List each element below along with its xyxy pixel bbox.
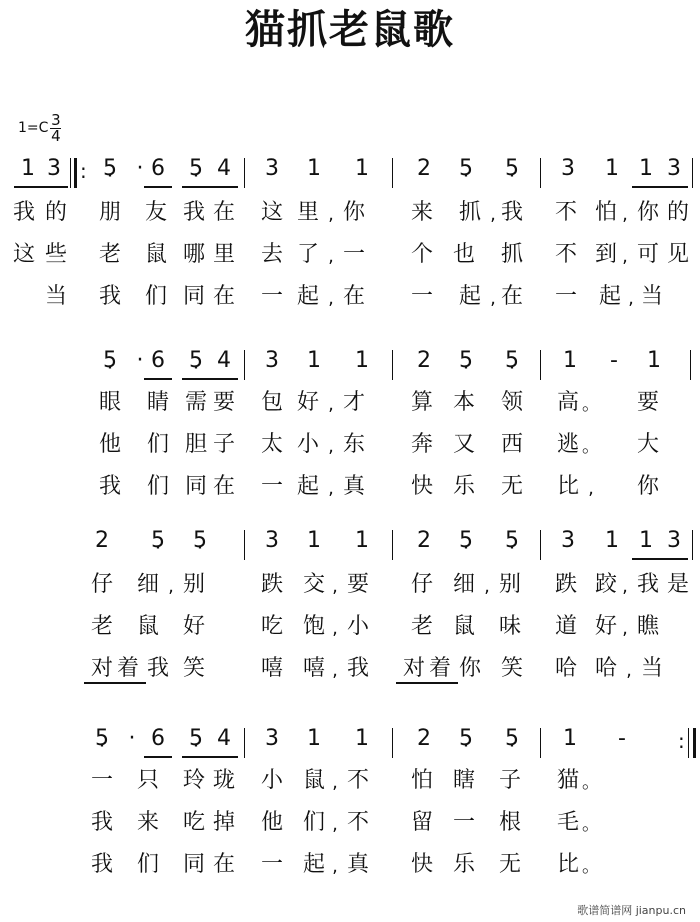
note: 4	[206, 724, 242, 760]
lyric: 不	[554, 242, 577, 267]
time-signature	[50, 110, 61, 145]
lyric: 仔	[410, 572, 433, 597]
lyric-punct: ,	[328, 288, 334, 309]
lyric: 抓	[458, 200, 481, 225]
lyric: 在	[212, 200, 235, 225]
lyric: 着	[422, 650, 458, 688]
note: 3	[36, 154, 72, 190]
lyric: 饱	[302, 614, 325, 639]
lyric: 我	[346, 656, 369, 681]
lyric: 奔	[410, 432, 433, 457]
notes-4	[0, 724, 700, 760]
lyric: 我	[90, 810, 113, 835]
lyric: 大	[636, 432, 659, 457]
note: 3	[265, 348, 279, 373]
lyric: 真	[342, 474, 365, 499]
note: · 5	[178, 724, 214, 760]
lyric: 吃	[182, 810, 205, 835]
lyric: 怕	[594, 200, 617, 225]
lyric: 乐	[452, 852, 475, 877]
note: · 5	[178, 154, 214, 190]
lyric: 你	[636, 474, 659, 499]
lyric-line-4-3	[0, 846, 700, 884]
lyric: 当	[640, 656, 663, 681]
note: 1	[307, 156, 321, 181]
lyric: 起	[296, 284, 319, 309]
note: · 5	[140, 526, 176, 562]
lyric: 我	[90, 852, 113, 877]
lyric: 你	[636, 200, 659, 225]
lyric: 在	[212, 284, 235, 309]
lyric: 眼	[98, 390, 121, 415]
lyric: 跌	[260, 572, 283, 597]
lyric: 要	[212, 390, 235, 415]
note: 3	[561, 528, 575, 553]
lyric: 西	[500, 432, 523, 457]
lyric: 个	[410, 242, 433, 267]
lyric-line-1-1	[0, 194, 700, 232]
lyric: 乐	[452, 474, 475, 499]
lyric-punct: ,	[332, 660, 338, 681]
lyric: 鼠	[452, 614, 475, 639]
lyric-punct: ,	[328, 394, 334, 415]
lyric: 掉	[212, 810, 235, 835]
lyric: 比	[556, 474, 579, 499]
lyric: 可	[636, 242, 659, 267]
note: · 5	[84, 724, 120, 760]
note: · 5	[494, 526, 530, 562]
lyric: 瞎	[452, 768, 475, 793]
note: 1	[307, 726, 321, 751]
note: 1	[605, 528, 619, 553]
lyric: 一	[554, 284, 577, 309]
lyric: 跤	[594, 572, 617, 597]
note: 2	[417, 348, 431, 373]
lyric: 也	[452, 242, 475, 267]
lyric-punct: ,	[622, 204, 628, 225]
lyric-punct: ,	[622, 618, 628, 639]
notes-2	[0, 346, 700, 382]
lyric: 是	[666, 572, 689, 597]
lyric-punct: ,	[626, 660, 632, 681]
lyric: 我	[146, 656, 169, 681]
lyric: 不	[346, 810, 369, 835]
lyric: 东	[342, 432, 365, 457]
lyric: 本	[452, 390, 475, 415]
dot: ·	[136, 156, 144, 181]
lyric-line-2-1	[0, 384, 700, 422]
lyric-punct: 。	[582, 814, 600, 835]
lyric: 在	[212, 474, 235, 499]
lyric: 一	[260, 474, 283, 499]
lyric: 一	[452, 810, 475, 835]
lyric: 里	[212, 242, 235, 267]
lyric: 在	[500, 284, 523, 309]
lyric: 朋	[98, 200, 121, 225]
lyric: 毛	[556, 810, 579, 835]
note: 1	[628, 154, 664, 190]
note: 1	[563, 726, 577, 751]
dot: ·	[128, 726, 136, 751]
note: 6	[140, 346, 176, 382]
lyric: 起	[458, 284, 481, 309]
lyric: 哪	[182, 242, 205, 267]
note: 6	[140, 154, 176, 190]
lyric: 我	[98, 474, 121, 499]
lyric: 胆	[184, 432, 207, 457]
lyric-punct: ,	[332, 856, 338, 877]
note: · 5	[494, 154, 530, 190]
lyric-line-2-2	[0, 426, 700, 464]
lyric: 细	[136, 572, 159, 597]
note: 3	[656, 154, 692, 190]
note: 3	[265, 726, 279, 751]
lyric-punct: ,	[328, 246, 334, 267]
lyric: 小	[260, 768, 283, 793]
lyric: 一	[342, 242, 365, 267]
lyric: 不	[346, 768, 369, 793]
lyric: 吃	[260, 614, 283, 639]
note: 1	[647, 348, 661, 373]
lyric: 当	[44, 284, 67, 309]
note: 6	[140, 724, 176, 760]
lyric: 来	[410, 200, 433, 225]
lyric: 鼠	[136, 614, 159, 639]
lyric-punct: ,	[168, 576, 174, 597]
note: 1	[563, 348, 577, 373]
lyric: 怕	[410, 768, 433, 793]
lyric: 的	[666, 200, 689, 225]
lyric: 笑	[500, 656, 523, 681]
lyric: 些	[44, 242, 67, 267]
lyric: 抓	[500, 242, 523, 267]
lyric: 在	[342, 284, 365, 309]
lyric: 不	[554, 200, 577, 225]
note: 3	[561, 156, 575, 181]
lyric-punct: 。	[582, 394, 600, 415]
lyric: 快	[410, 852, 433, 877]
lyric: 我	[98, 284, 121, 309]
lyric: 见	[666, 242, 689, 267]
note: · 5	[448, 724, 484, 760]
lyric: 我	[500, 200, 523, 225]
notes-1	[0, 154, 700, 190]
lyric-line-1-2	[0, 236, 700, 274]
lyric: 子	[498, 768, 521, 793]
lyric: 子	[212, 432, 235, 457]
lyric-punct: ,	[490, 288, 496, 309]
note: 1	[307, 528, 321, 553]
lyric: 无	[500, 474, 523, 499]
lyric: 逃	[556, 432, 579, 457]
lyric: 一	[90, 768, 113, 793]
lyric-punct: ,	[328, 204, 334, 225]
note: 2	[95, 528, 109, 553]
watermark: 歌谱简谱网 jianpu.cn	[577, 904, 686, 917]
lyric: 对	[396, 650, 432, 688]
lyric: 瞧	[636, 614, 659, 639]
lyric: 珑	[212, 768, 235, 793]
lyric: 老	[410, 614, 433, 639]
lyric: 一	[260, 284, 283, 309]
lyric: 嘻	[260, 656, 283, 681]
lyric: 在	[212, 852, 235, 877]
lyric: 友	[144, 200, 167, 225]
lyric: 里	[296, 200, 319, 225]
lyric: 玲	[182, 768, 205, 793]
note: 3	[265, 156, 279, 181]
note: · 5	[178, 346, 214, 382]
notes-3	[0, 526, 700, 562]
note: 3	[656, 526, 692, 562]
lyric: 老	[90, 614, 113, 639]
note: 4	[206, 346, 242, 382]
lyric: 哈	[594, 656, 617, 681]
note: · 5	[448, 526, 484, 562]
lyric: 只	[136, 768, 159, 793]
lyric: 要	[636, 390, 659, 415]
lyric-punct: ,	[332, 814, 338, 835]
lyric: 哈	[554, 656, 577, 681]
lyric-punct: ,	[332, 618, 338, 639]
lyric: 小	[296, 432, 319, 457]
lyric-punct: ,	[490, 204, 496, 225]
lyric: 根	[498, 810, 521, 835]
lyric-punct: ,	[622, 576, 628, 597]
lyric: 这	[12, 242, 35, 267]
lyric: 嘻	[302, 656, 325, 681]
lyric: 们	[302, 810, 325, 835]
lyric: 老	[98, 242, 121, 267]
lyric-punct: 。	[582, 436, 600, 457]
lyric: 又	[452, 432, 475, 457]
note: 1	[355, 348, 369, 373]
note: 2	[417, 528, 431, 553]
lyric: 包	[260, 390, 283, 415]
lyric: 这	[260, 200, 283, 225]
lyric: 好	[182, 614, 205, 639]
lyric: 去	[260, 242, 283, 267]
note: · 5	[182, 526, 218, 562]
note: · 5	[448, 346, 484, 382]
note: · 5	[494, 346, 530, 382]
lyric: 起	[302, 852, 325, 877]
lyric: 起	[598, 284, 621, 309]
lyric: 当	[640, 284, 663, 309]
lyric: 细	[452, 572, 475, 597]
lyric: 好	[594, 614, 617, 639]
lyric: 你	[342, 200, 365, 225]
note: -	[610, 348, 618, 373]
note: 2	[417, 156, 431, 181]
note: 1	[355, 726, 369, 751]
lyric: 笑	[182, 656, 205, 681]
lyric: 对	[84, 650, 120, 688]
lyric: 他	[260, 810, 283, 835]
note: 1	[628, 526, 664, 562]
lyric-punct: ,	[628, 288, 634, 309]
lyric-punct: ,	[622, 246, 628, 267]
lyric: 来	[136, 810, 159, 835]
lyric-punct: 。	[582, 772, 600, 793]
lyric: 跌	[554, 572, 577, 597]
lyric: 要	[346, 572, 369, 597]
meter-top: 3	[51, 110, 61, 129]
lyric-line-3-2	[0, 608, 700, 646]
lyric: 同	[184, 474, 207, 499]
note: · 5	[448, 154, 484, 190]
lyric-punct: ,	[484, 576, 490, 597]
note: 1	[10, 154, 46, 190]
lyric: 交	[302, 572, 325, 597]
lyric-punct: ,	[328, 436, 334, 457]
lyric: 留	[410, 810, 433, 835]
lyric-punct: 。	[582, 856, 600, 877]
lyric: 算	[410, 390, 433, 415]
lyric-line-3-3	[0, 650, 700, 688]
lyric: 真	[346, 852, 369, 877]
lyric: 着	[110, 650, 146, 688]
lyric: 睛	[146, 390, 169, 415]
key-signature	[18, 112, 61, 144]
lyric: 无	[498, 852, 521, 877]
note: 1	[605, 156, 619, 181]
lyric: 领	[500, 390, 523, 415]
lyric: 比	[556, 852, 579, 877]
repeat-colon: :	[678, 729, 685, 753]
lyric-punct: ,	[588, 478, 594, 499]
lyric: 仔	[90, 572, 113, 597]
lyric: 到	[594, 242, 617, 267]
lyric: 同	[182, 284, 205, 309]
lyric-line-1-3	[0, 278, 700, 316]
lyric: 我	[12, 200, 35, 225]
lyric: 别	[182, 572, 205, 597]
lyric: 你	[458, 656, 481, 681]
lyric: 了	[296, 242, 319, 267]
song-title: 猫抓老鼠歌	[245, 6, 455, 53]
lyric: 的	[44, 200, 67, 225]
note: 1	[355, 156, 369, 181]
lyric: 鼠	[302, 768, 325, 793]
key-label: 1=C	[18, 120, 49, 136]
lyric: 高	[556, 390, 579, 415]
lyric: 别	[498, 572, 521, 597]
lyric: 一	[410, 284, 433, 309]
lyric: 我	[182, 200, 205, 225]
lyric: 们	[144, 284, 167, 309]
lyric: 需	[184, 390, 207, 415]
note: · 5	[92, 346, 128, 382]
note: 2	[417, 726, 431, 751]
lyric: 太	[260, 432, 283, 457]
note: · 5	[494, 724, 530, 760]
lyric: 好	[296, 390, 319, 415]
dot: ·	[136, 348, 144, 373]
lyric-line-4-1	[0, 762, 700, 800]
lyric-punct: ,	[332, 772, 338, 793]
lyric: 起	[296, 474, 319, 499]
lyric-punct: ,	[332, 576, 338, 597]
lyric: 才	[342, 390, 365, 415]
lyric: 快	[410, 474, 433, 499]
lyric: 们	[146, 474, 169, 499]
note: 1	[307, 348, 321, 373]
lyric: 道	[554, 614, 577, 639]
repeat-colon: :	[80, 159, 87, 183]
note: 4	[206, 154, 242, 190]
lyric-line-3-1	[0, 566, 700, 604]
lyric: 一	[260, 852, 283, 877]
note: -	[618, 726, 626, 751]
lyric: 们	[146, 432, 169, 457]
note: · 5	[92, 154, 128, 190]
lyric: 鼠	[144, 242, 167, 267]
lyric: 我	[636, 572, 659, 597]
meter-bottom: 4	[51, 126, 61, 145]
note: 1	[355, 528, 369, 553]
lyric: 们	[136, 852, 159, 877]
lyric: 小	[346, 614, 369, 639]
lyric: 味	[498, 614, 521, 639]
lyric-punct: ,	[328, 478, 334, 499]
lyric-line-2-3	[0, 468, 700, 506]
lyric: 他	[98, 432, 121, 457]
lyric: 猫	[556, 768, 579, 793]
note: 3	[265, 528, 279, 553]
lyric: 同	[182, 852, 205, 877]
lyric-line-4-2	[0, 804, 700, 842]
